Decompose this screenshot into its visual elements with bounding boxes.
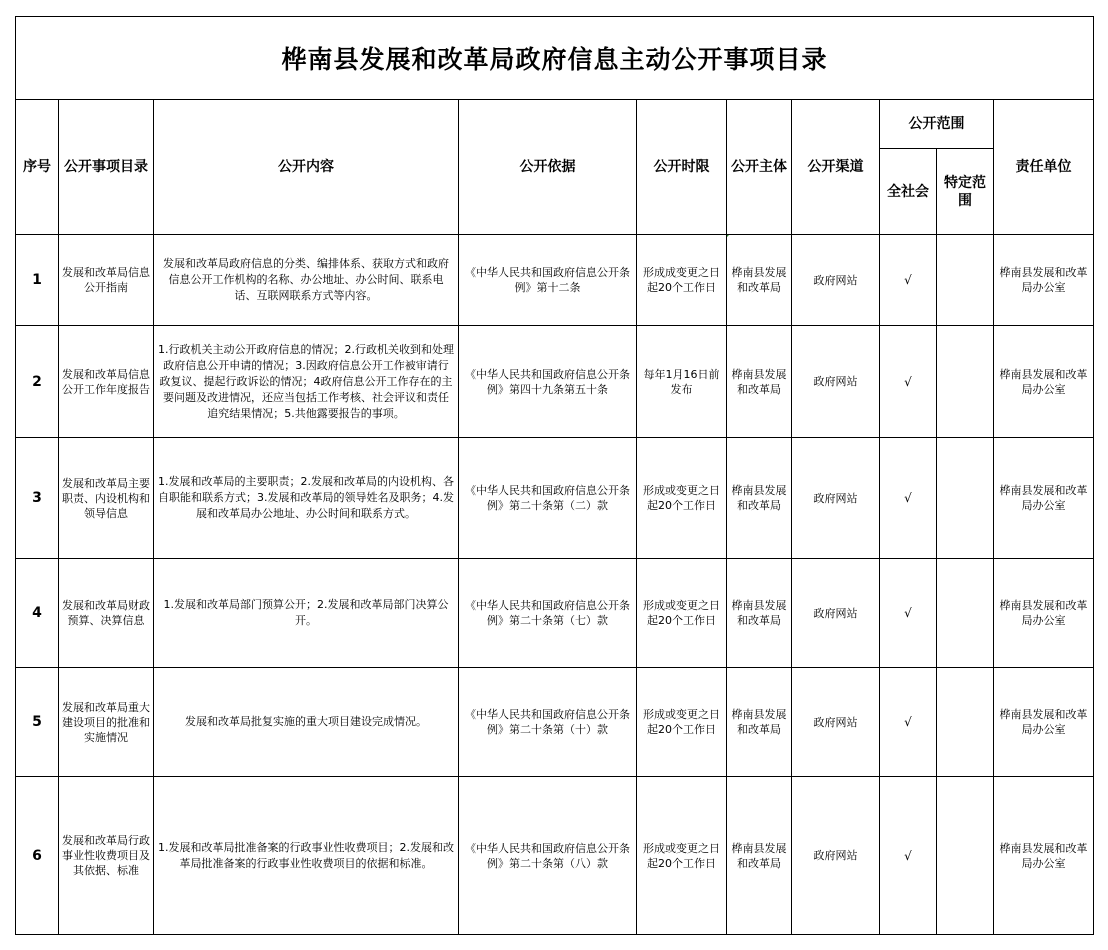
row-time-limit: 形成成变更之日起20个工作日 xyxy=(637,235,727,326)
row-department: 桦南县发展和改革局办公室 xyxy=(994,438,1094,559)
row-scope-all-check: √ xyxy=(880,438,937,559)
row-scope-specific xyxy=(937,326,994,438)
row-item: 发展和改革局信息公开工作年度报告 xyxy=(59,326,154,438)
row-channel: 政府网站 xyxy=(792,326,880,438)
row-basis: 《中华人民共和国政府信息公开条例》第二十条第（八）款 xyxy=(459,777,637,935)
row-subject: 桦南县发展和改革局 xyxy=(727,438,792,559)
row-index: 4 xyxy=(16,559,59,668)
header-scope-all: 全社会 xyxy=(880,149,937,235)
header-time-limit: 公开时限 xyxy=(637,100,727,235)
row-time-limit: 形成或变更之日起20个工作日 xyxy=(637,438,727,559)
row-index: 1 xyxy=(16,235,59,326)
row-department: 桦南县发展和改革局办公室 xyxy=(994,235,1094,326)
row-department: 桦南县发展和改革局办公室 xyxy=(994,668,1094,777)
row-scope-all-check: √ xyxy=(880,668,937,777)
row-basis: 《中华人民共和国政府信息公开条例》第二十条第（十）款 xyxy=(459,668,637,777)
row-scope-specific xyxy=(937,668,994,777)
row-channel: 政府网站 xyxy=(792,235,880,326)
row-index: 3 xyxy=(16,438,59,559)
row-time-limit: 形成或变更之日起20个工作日 xyxy=(637,777,727,935)
header-index: 序号 xyxy=(16,100,59,235)
row-basis: 《中华人民共和国政府信息公开条例》第二十条第（二）款 xyxy=(459,438,637,559)
row-content: 发展和改革局政府信息的分类、编排体系、获取方式和政府信息公开工作机构的名称、办公地址、办公时间、联系电话、互联网联系方式等内容。 xyxy=(154,235,459,326)
row-time-limit: 形成或变更之日起20个工作日 xyxy=(637,668,727,777)
row-scope-all-check: √ xyxy=(880,235,937,326)
row-scope-specific xyxy=(937,438,994,559)
row-item: 发展和改革局信息公开指南 xyxy=(59,235,154,326)
row-scope-specific xyxy=(937,235,994,326)
header-channel: 公开渠道 xyxy=(792,100,880,235)
row-channel: 政府网站 xyxy=(792,668,880,777)
row-item: 发展和改革局主要职责、内设机构和领导信息 xyxy=(59,438,154,559)
table-row xyxy=(16,326,1094,438)
page-title: 桦南县发展和改革局政府信息主动公开事项目录 xyxy=(16,17,1094,100)
row-department: 桦南县发展和改革局办公室 xyxy=(994,777,1094,935)
title-row xyxy=(16,17,1094,100)
header-item: 公开事项目录 xyxy=(59,100,154,235)
disclosure-catalog-table xyxy=(15,16,1094,935)
row-channel: 政府网站 xyxy=(792,438,880,559)
table-row xyxy=(16,559,1094,668)
row-content: 发展和改革局批复实施的重大项目建设完成情况。 xyxy=(154,668,459,777)
header-basis: 公开依据 xyxy=(459,100,637,235)
row-channel: 政府网站 xyxy=(792,777,880,935)
row-content: 1.发展和改革局批准备案的行政事业性收费项目；2.发展和改革局批准备案的行政事业性收费项目的依据和标准。 xyxy=(154,777,459,935)
header-content: 公开内容 xyxy=(154,100,459,235)
header-subject: 公开主体 xyxy=(727,100,792,235)
row-content: 1.发展和改革局的主要职责；2.发展和改革局的内设机构、各自职能和联系方式；3.发展和改革局的领导姓名及职务；4.发展和改革局办公地址、办公时间和联系方式。 xyxy=(154,438,459,559)
row-channel: 政府网站 xyxy=(792,559,880,668)
row-item: 发展和改革局财政预算、决算信息 xyxy=(59,559,154,668)
row-subject: 桦南县发展和改革局 xyxy=(727,235,792,326)
row-content: 1.行政机关主动公开政府信息的情况；2.行政机关收到和处理政府信息公开申请的情况；3.因政府信息公开工作被审请行政复议、提起行政诉讼的情况；4政府信息公开工作存在的主要问题及改进情况，还应当包括工作考核、社会评议和责任追究结果情况；5.共他露要报告的事项。 xyxy=(154,326,459,438)
row-department: 桦南县发展和改革局办公室 xyxy=(994,326,1094,438)
row-index: 6 xyxy=(16,777,59,935)
table-row xyxy=(16,668,1094,777)
row-scope-specific xyxy=(937,777,994,935)
row-time-limit: 形成或变更之日起20个工作日 xyxy=(637,559,727,668)
row-item: 发展和改革局重大建设项目的批准和实施情况 xyxy=(59,668,154,777)
catalog-sheet xyxy=(15,16,1094,935)
row-subject: 桦南县发展和改革局 xyxy=(727,777,792,935)
row-scope-all-check: √ xyxy=(880,777,937,935)
header-scope: 公开范围 xyxy=(880,100,994,149)
row-basis: 《中华人民共和国政府信息公开条例》第二十条第（七）款 xyxy=(459,559,637,668)
row-content: 1.发展和改革局部门预算公开；2.发展和改革局部门决算公开。 xyxy=(154,559,459,668)
row-department: 桦南县发展和改革局办公室 xyxy=(994,559,1094,668)
row-basis: 《中华人民共和国政府信息公开条例》第十二条 xyxy=(459,235,637,326)
row-scope-all-check: √ xyxy=(880,559,937,668)
row-index: 2 xyxy=(16,326,59,438)
row-item: 发展和改革局行政事业性收费项目及其依据、标准 xyxy=(59,777,154,935)
row-time-limit: 每年1月16日前发布 xyxy=(637,326,727,438)
header-scope-specific: 特定范围 xyxy=(937,149,994,235)
row-scope-specific xyxy=(937,559,994,668)
header-department: 责任单位 xyxy=(994,100,1094,235)
row-subject: 桦南县发展和改革局 xyxy=(727,326,792,438)
row-subject: 桦南县发展和改革局 xyxy=(727,668,792,777)
row-index: 5 xyxy=(16,668,59,777)
row-subject: 桦南县发展和改革局 xyxy=(727,559,792,668)
row-basis: 《中华人民共和国政府信息公开条例》第四十九条第五十条 xyxy=(459,326,637,438)
table-row xyxy=(16,438,1094,559)
table-row xyxy=(16,235,1094,326)
header-row-1 xyxy=(16,100,1094,149)
row-scope-all-check: √ xyxy=(880,326,937,438)
table-row xyxy=(16,777,1094,935)
